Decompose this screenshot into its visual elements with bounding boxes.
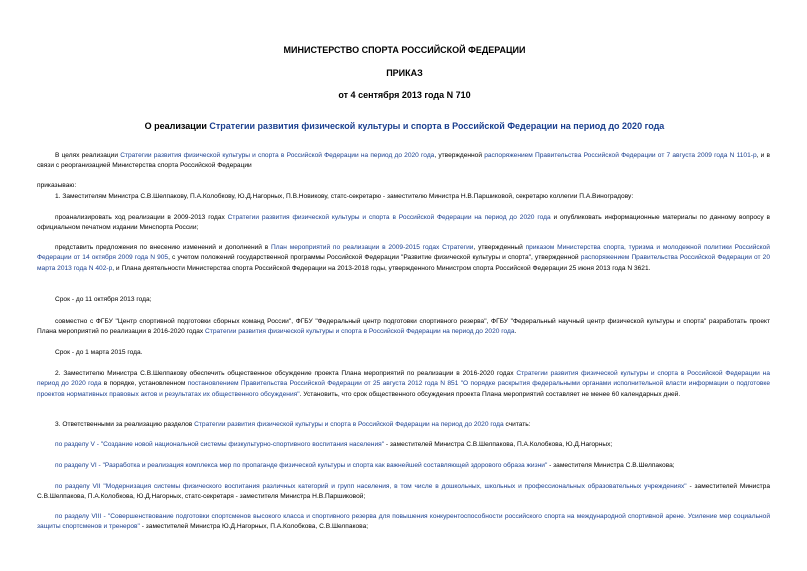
text: . [514,328,517,336]
paragraph-item-3 [37,420,770,430]
text: , утвержденной [434,152,485,159]
paragraph-section-5 [37,440,770,450]
text: - заместителей Министра С.В.Шелпакова, П.А.Колобкова, Ю.Д.Нагорных, статс-секретаря - заместителя Министра Н.В.Паршиковой; [37,483,771,501]
paragraph-section-6 [37,461,770,471]
paragraph-deadline-2: Срок - до 1 марта 2015 года. [55,349,143,356]
section-6-link[interactable]: по разделу VI - "Разработка и реализация комплекса мер по пропаганде физической культуры и спорта как важнейшей составляющей здорового образа жизни" [55,462,548,469]
paragraph-intro [37,151,770,172]
document-title [37,121,772,131]
paragraph-deadline-1: Срок - до 11 октября 2013 года; [55,296,152,303]
text: представить предложения по внесению изменений и дополнений в [55,244,272,251]
decree-link[interactable]: распоряжением Правительства Российской Федерации от 7 августа 2009 года N 1101-р [484,152,757,159]
strategy-link[interactable]: Стратегии развития физической культуры и спорта в Российской Федерации на период до 2020 года [120,152,435,159]
strategy-link[interactable]: Стратегии развития физической культуры и спорта в Российской Федерации на период до 2020 года [227,214,551,221]
paragraph-analyze [37,213,770,234]
paragraph-item-1: 1. Заместителям Министра С.В.Шелпакову, П.А.Колобкову, Ю.Д.Нагорных, П.В.Новикову, статс-секретарю - заместителю Министра Н.В.Паршиковой, секретарю коллегии П.А.Виноградову: [55,193,634,200]
section-8-link[interactable]: по разделу VIII - "Совершенствование подготовки спортсменов высокого класса и спортивного резерва для повышения конкурентоспособности российского спорта на международной спортивной арене. Усиление мер социальной защиты спортсменов и тренеров" [37,513,770,531]
text: , и Плана деятельности Министерства спорта Российской Федерации на 2013-2018 годы, утвержденного Министром спорта Российской Федерации 25 июня 2013 года N 3621. [112,264,651,272]
text: и опубликовать информационные материалы по данному вопросу в официальном печатном издании Минспорта России; [37,214,770,232]
text: - заместителя Министра С.В.Шелпакова; [547,462,675,469]
section-5-link[interactable]: по разделу V - "Создание новой национальной системы физкультурно-спортивного воспитания населения" [55,441,385,448]
decree-851-link[interactable]: постановлением Правительства Российской Федерации от 25 августа 2012 года N 851 "О порядке раскрытия федеральными органами исполнительной власти информации о подготовке проектов нормативных правовых актов и результатах их общественного обсуждения" [37,380,770,398]
strategy-link[interactable]: Стратегии развития физической культуры и спорта в Российской Федерации на период до 2020 года [205,328,515,336]
text: 3. Ответственными за реализацию разделов [55,421,195,428]
strategy-link[interactable]: Стратегии развития физической культуры и спорта в Российской Федерации на период до 2020 года [37,370,770,388]
strategy-link[interactable]: Стратегии развития физической культуры и спорта в Российской Федерации на период до 2020 года [209,121,665,131]
text: , с учетом положений государственной программы Российской Федерации "Развитие физической культуры и спорта", утвержденной [168,254,581,262]
paragraph-order: приказываю: [37,182,77,189]
text: , и в связи с реорганизацией Министерства спорта Российской Федерации [37,152,771,170]
text: - заместителей Министра С.В.Шелпакова, П.А.Колобкова, Ю.Д.Нагорных; [384,441,613,448]
text: - заместителей Министра Ю.Д.Нагорных, П.А.Колобкова, С.В.Шелпакова; [139,523,369,531]
paragraph-section-8 [37,512,770,533]
title-prefix: О реализации [144,121,210,131]
section-7-link[interactable]: по разделу VII "Модернизация системы физического воспитания различных категорий и групп населения, в том числе в дошкольных, школьных и профессиональных образовательных учреждениях" [55,483,687,490]
paragraph-section-7 [37,482,770,503]
text: проанализировать ход реализации в 2009-2013 годах [55,214,228,221]
order-heading: ПРИКАЗ [386,68,423,78]
ministry-heading: МИНИСТЕРСТВО СПОРТА РОССИЙСКОЙ ФЕДЕРАЦИИ [283,45,526,55]
text: считать: [503,421,531,428]
paragraph-item-2 [37,369,770,400]
text: В целях реализации [55,152,121,159]
paragraph-proposals [37,243,770,274]
text: , утвержденный [473,244,526,251]
decree-402-link[interactable]: распоряжением Правительства Российской Федерации от 20 марта 2013 года N 402-р [37,254,770,272]
order-date: от 4 сентября 2013 года N 710 [338,90,471,100]
text: 2. Заместителю Министра С.В.Шелпакову обеспечить общественное обсуждение проекта Плана мероприятий по реализации в 2016-2020 годах [55,370,517,377]
order-905-link[interactable]: приказом Министерства спорта, туризма и молодежной политики Российской Федерации от 14 октября 2009 года N 905 [37,244,770,262]
text: в порядке, установленном [101,380,188,388]
text: . Установить, что срок общественного обсуждения проекта Плана мероприятий составляет не менее 60 календарных дней. [299,390,681,398]
strategy-link[interactable]: Стратегии развития физической культуры и спорта в Российской Федерации на период до 2020 года [194,421,504,428]
text: совместно с ФГБУ "Центр спортивной подготовки сборных команд России", ФГБУ "Федеральный центр подготовки спортивного резерва", ФГБУ "Федеральный научный центр физической культуры и спорта" разработать проект Плана мероприятий по реализации в 2016-2020 годах [37,318,770,336]
plan-link[interactable]: План мероприятий по реализации в 2009-2015 годах Стратегии [271,244,474,251]
paragraph-joint [37,317,770,338]
